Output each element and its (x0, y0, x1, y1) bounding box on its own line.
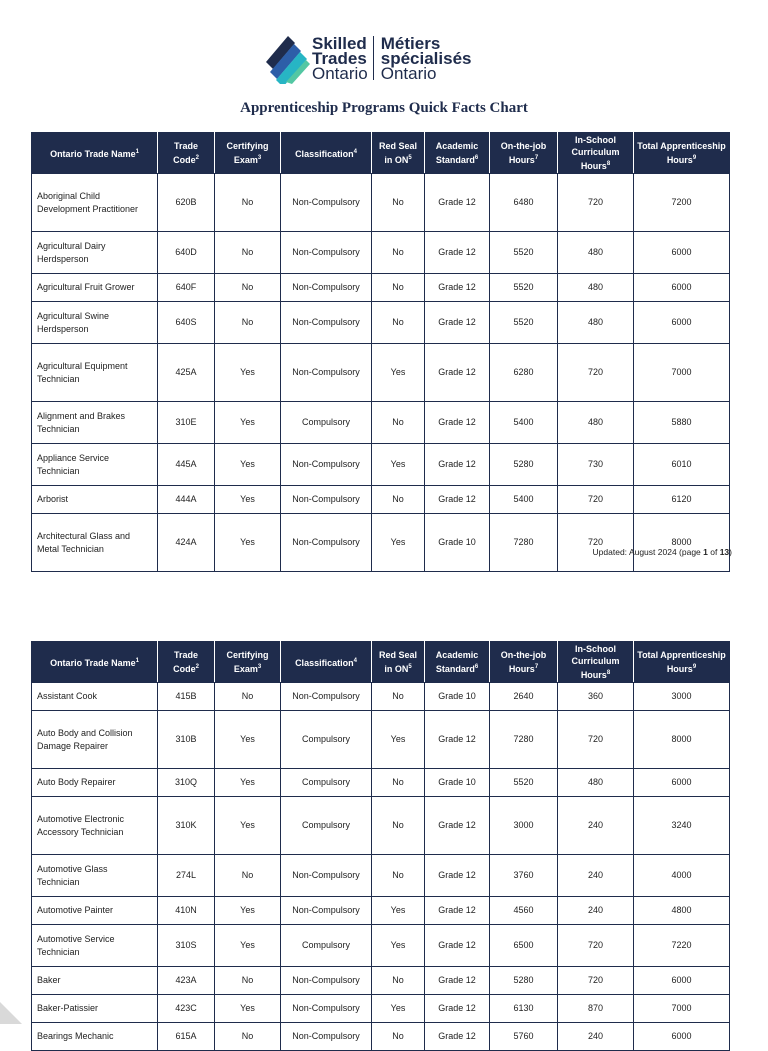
updated-page-number: 1 (703, 547, 708, 557)
on-the-job-hours-cell: 7280 (490, 514, 558, 572)
on-the-job-hours-cell: 5400 (490, 486, 558, 514)
certifying-exam-cell: Yes (215, 444, 281, 486)
updated-page-total: 13 (719, 547, 730, 557)
logo-en-line3: Ontario (312, 63, 368, 83)
on-the-job-hours-cell: 5520 (490, 769, 558, 797)
on-the-job-hours-cell: 4560 (490, 897, 558, 925)
total-hours-cell: 6000 (634, 302, 730, 344)
certifying-exam-cell: Yes (215, 711, 281, 769)
column-header-text: Trade Code (173, 141, 198, 165)
trade-code-cell: 640S (158, 302, 215, 344)
classification-cell: Non-Compulsory (281, 302, 372, 344)
column-header-text: Certifying Exam (226, 650, 269, 674)
trade-name-cell: Appliance Service Technician (32, 444, 158, 486)
red-seal-cell: No (372, 683, 425, 711)
academic-standard-cell: Grade 12 (425, 967, 490, 995)
trade-name-cell: Alignment and Brakes Technician (32, 402, 158, 444)
skilled-trades-logo-icon (264, 32, 310, 84)
footnote-marker: 8 (606, 161, 611, 167)
certifying-exam-cell: Yes (215, 925, 281, 967)
logo-text-english (312, 33, 368, 83)
footnote-marker: 3 (257, 155, 262, 161)
footnote-marker: 1 (135, 658, 139, 664)
total-hours-cell: 7220 (634, 925, 730, 967)
certifying-exam-cell: Yes (215, 995, 281, 1023)
academic-standard-cell: Grade 12 (425, 232, 490, 274)
footnote-marker: 6 (474, 155, 479, 161)
updated-suffix: ) (729, 547, 732, 557)
column-header (490, 133, 558, 174)
in-school-hours-cell: 480 (558, 274, 634, 302)
trade-name-cell: Baker (32, 967, 158, 995)
academic-standard-cell: Grade 12 (425, 486, 490, 514)
total-hours-cell: 7000 (634, 995, 730, 1023)
table-row (32, 995, 730, 1023)
updated-prefix: Updated: August 2024 (page (592, 547, 704, 557)
footnote-marker: 9 (692, 155, 697, 161)
total-hours-cell: 6000 (634, 1023, 730, 1051)
table-row (32, 1023, 730, 1051)
certifying-exam-cell: Yes (215, 897, 281, 925)
trade-name-cell: Agricultural Dairy Herdsperson (32, 232, 158, 274)
red-seal-cell: Yes (372, 897, 425, 925)
column-header-text: Academic Standard (435, 141, 479, 165)
red-seal-cell: No (372, 1023, 425, 1051)
classification-cell: Non-Compulsory (281, 1023, 372, 1051)
logo-fr-line1: Métiers (380, 33, 441, 53)
red-seal-cell: Yes (372, 925, 425, 967)
in-school-hours-cell: 240 (558, 1023, 634, 1051)
on-the-job-hours-cell: 6500 (490, 925, 558, 967)
column-header (490, 642, 558, 683)
trade-name-cell: Baker-Patissier (32, 995, 158, 1023)
in-school-hours-cell: 870 (558, 995, 634, 1023)
red-seal-cell: Yes (372, 514, 425, 572)
academic-standard-cell: Grade 12 (425, 302, 490, 344)
total-hours-cell: 3240 (634, 797, 730, 855)
total-hours-cell: 8000 (634, 514, 730, 572)
in-school-hours-cell: 240 (558, 897, 634, 925)
classification-cell: Non-Compulsory (281, 855, 372, 897)
on-the-job-hours-cell: 2640 (490, 683, 558, 711)
column-header-text: Academic Standard (435, 650, 479, 674)
trade-code-cell: 310B (158, 711, 215, 769)
total-hours-cell: 6000 (634, 769, 730, 797)
in-school-hours-cell: 480 (558, 232, 634, 274)
in-school-hours-cell: 480 (558, 769, 634, 797)
red-seal-cell: No (372, 769, 425, 797)
red-seal-cell: Yes (372, 344, 425, 402)
column-header (158, 642, 215, 683)
certifying-exam-cell: Yes (215, 514, 281, 572)
trade-code-cell: 423A (158, 967, 215, 995)
classification-cell: Compulsory (281, 925, 372, 967)
total-hours-cell: 7200 (634, 174, 730, 232)
table-row (32, 797, 730, 855)
on-the-job-hours-cell: 5280 (490, 967, 558, 995)
classification-cell: Non-Compulsory (281, 995, 372, 1023)
academic-standard-cell: Grade 12 (425, 1023, 490, 1051)
total-hours-cell: 4800 (634, 897, 730, 925)
academic-standard-cell: Grade 12 (425, 444, 490, 486)
table-row (32, 925, 730, 967)
table-header (32, 642, 730, 683)
logo-text-french (380, 33, 472, 83)
column-header-text: On-the-job Hours (500, 141, 547, 165)
certifying-exam-cell: No (215, 1023, 281, 1051)
logo-fr-line2: spécialisés (380, 48, 472, 68)
trade-code-cell: 310Q (158, 769, 215, 797)
in-school-hours-cell: 720 (558, 174, 634, 232)
classification-cell: Non-Compulsory (281, 897, 372, 925)
column-header (281, 133, 372, 174)
column-header (634, 133, 730, 174)
on-the-job-hours-cell: 5520 (490, 232, 558, 274)
total-hours-cell: 5880 (634, 402, 730, 444)
logo-divider (373, 36, 374, 80)
column-header-text: Certifying Exam (226, 141, 269, 165)
on-the-job-hours-cell: 5280 (490, 444, 558, 486)
in-school-hours-cell: 730 (558, 444, 634, 486)
classification-cell: Non-Compulsory (281, 274, 372, 302)
academic-standard-cell: Grade 10 (425, 514, 490, 572)
academic-standard-cell: Grade 12 (425, 711, 490, 769)
certifying-exam-cell: No (215, 174, 281, 232)
column-header (558, 642, 634, 683)
footnote-marker: 3 (257, 664, 262, 670)
academic-standard-cell: Grade 10 (425, 769, 490, 797)
footnote-marker: 7 (534, 664, 539, 670)
classification-cell: Non-Compulsory (281, 486, 372, 514)
trade-name-cell: Bearings Mechanic (32, 1023, 158, 1051)
classification-cell: Non-Compulsory (281, 344, 372, 402)
trade-code-cell: 424A (158, 514, 215, 572)
trade-code-cell: 640F (158, 274, 215, 302)
trade-code-cell: 615A (158, 1023, 215, 1051)
page-curl (0, 1002, 22, 1024)
trade-name-cell: Agricultural Equipment Technician (32, 344, 158, 402)
quick-facts-table-1 (31, 132, 730, 572)
total-hours-cell: 6000 (634, 232, 730, 274)
table-row (32, 232, 730, 274)
on-the-job-hours-cell: 6280 (490, 344, 558, 402)
column-header (215, 133, 281, 174)
certifying-exam-cell: No (215, 274, 281, 302)
logo-fr-line3: Ontario (380, 63, 437, 83)
table-row (32, 344, 730, 402)
footnote-marker: 2 (195, 155, 199, 161)
trade-code-cell: 415B (158, 683, 215, 711)
trade-name-cell: Architectural Glass and Metal Technician (32, 514, 158, 572)
academic-standard-cell: Grade 10 (425, 683, 490, 711)
certifying-exam-cell: No (215, 855, 281, 897)
in-school-hours-cell: 480 (558, 302, 634, 344)
academic-standard-cell: Grade 12 (425, 274, 490, 302)
red-seal-cell: No (372, 855, 425, 897)
on-the-job-hours-cell: 5520 (490, 274, 558, 302)
table-row (32, 514, 730, 572)
trade-name-cell: Assistant Cook (32, 683, 158, 711)
trade-code-cell: 274L (158, 855, 215, 897)
in-school-hours-cell: 240 (558, 855, 634, 897)
trade-code-cell: 620B (158, 174, 215, 232)
trade-code-cell: 425A (158, 344, 215, 402)
certifying-exam-cell: Yes (215, 486, 281, 514)
in-school-hours-cell: 720 (558, 967, 634, 995)
trade-name-cell: Aboriginal Child Development Practitioner (32, 174, 158, 232)
total-hours-cell: 4000 (634, 855, 730, 897)
total-hours-cell: 3000 (634, 683, 730, 711)
trade-name-cell: Automotive Service Technician (32, 925, 158, 967)
classification-cell: Non-Compulsory (281, 683, 372, 711)
column-header (32, 133, 158, 174)
red-seal-cell: No (372, 174, 425, 232)
trade-code-cell: 410N (158, 897, 215, 925)
footnote-marker: 6 (474, 664, 479, 670)
trade-name-cell: Arborist (32, 486, 158, 514)
on-the-job-hours-cell: 5400 (490, 402, 558, 444)
certifying-exam-cell: Yes (215, 344, 281, 402)
column-header (372, 642, 425, 683)
trade-name-cell: Auto Body Repairer (32, 769, 158, 797)
total-hours-cell: 6010 (634, 444, 730, 486)
table-row (32, 174, 730, 232)
column-header-text: Trade Code (173, 650, 198, 674)
classification-cell: Non-Compulsory (281, 967, 372, 995)
trade-name-cell: Auto Body and Collision Damage Repairer (32, 711, 158, 769)
academic-standard-cell: Grade 12 (425, 797, 490, 855)
certifying-exam-cell: Yes (215, 402, 281, 444)
total-hours-cell: 8000 (634, 711, 730, 769)
on-the-job-hours-cell: 3000 (490, 797, 558, 855)
column-header-text: Ontario Trade Name (50, 658, 136, 668)
classification-cell: Compulsory (281, 711, 372, 769)
classification-cell: Non-Compulsory (281, 232, 372, 274)
red-seal-cell: No (372, 302, 425, 344)
red-seal-cell: No (372, 967, 425, 995)
column-header-text: Total Apprenticeship Hours (637, 650, 726, 674)
trade-code-cell: 423C (158, 995, 215, 1023)
column-header (281, 642, 372, 683)
footnote-marker: 5 (408, 664, 412, 670)
on-the-job-hours-cell: 7280 (490, 711, 558, 769)
classification-cell: Non-Compulsory (281, 174, 372, 232)
certifying-exam-cell: Yes (215, 769, 281, 797)
column-header (32, 642, 158, 683)
academic-standard-cell: Grade 12 (425, 995, 490, 1023)
column-header (372, 133, 425, 174)
in-school-hours-cell: 720 (558, 711, 634, 769)
footnote-marker: 8 (606, 670, 611, 676)
in-school-hours-cell: 720 (558, 344, 634, 402)
quick-facts-table-2 (31, 641, 730, 1051)
logo-en-line2: Trades (312, 48, 367, 68)
classification-cell: Compulsory (281, 769, 372, 797)
table-row (32, 444, 730, 486)
classification-cell: Non-Compulsory (281, 444, 372, 486)
trade-code-cell: 310E (158, 402, 215, 444)
certifying-exam-cell: No (215, 302, 281, 344)
on-the-job-hours-cell: 6480 (490, 174, 558, 232)
trade-code-cell: 310S (158, 925, 215, 967)
red-seal-cell: No (372, 232, 425, 274)
column-header-text: Classification (295, 658, 354, 668)
red-seal-cell: Yes (372, 995, 425, 1023)
column-header (634, 642, 730, 683)
in-school-hours-cell: 480 (558, 402, 634, 444)
academic-standard-cell: Grade 12 (425, 925, 490, 967)
trade-code-cell: 640D (158, 232, 215, 274)
table-row (32, 683, 730, 711)
total-hours-cell: 6000 (634, 274, 730, 302)
on-the-job-hours-cell: 5760 (490, 1023, 558, 1051)
column-header-text: In-School Curriculum Hours (571, 644, 620, 680)
table-row (32, 402, 730, 444)
total-hours-cell: 6000 (634, 967, 730, 995)
trade-name-cell: Agricultural Fruit Grower (32, 274, 158, 302)
page-title: Apprenticeship Programs Quick Facts Chart (240, 100, 528, 116)
red-seal-cell: Yes (372, 444, 425, 486)
certifying-exam-cell: Yes (215, 797, 281, 855)
footnote-marker: 2 (195, 664, 199, 670)
table-row (32, 274, 730, 302)
trade-code-cell: 445A (158, 444, 215, 486)
footnote-marker: 9 (692, 664, 697, 670)
classification-cell: Compulsory (281, 402, 372, 444)
academic-standard-cell: Grade 12 (425, 897, 490, 925)
red-seal-cell: Yes (372, 711, 425, 769)
trade-code-cell: 310K (158, 797, 215, 855)
on-the-job-hours-cell: 3760 (490, 855, 558, 897)
column-header-text: Red Seal in ON (378, 650, 418, 674)
total-hours-cell: 6120 (634, 486, 730, 514)
table-row (32, 486, 730, 514)
column-header-text: On-the-job Hours (500, 650, 547, 674)
on-the-job-hours-cell: 5520 (490, 302, 558, 344)
in-school-hours-cell: 240 (558, 797, 634, 855)
table-row (32, 855, 730, 897)
logo-en-line1: Skilled (312, 33, 367, 53)
certifying-exam-cell: No (215, 232, 281, 274)
column-header (158, 133, 215, 174)
column-header-text: Red Seal in ON (378, 141, 418, 165)
footnote-marker: 4 (353, 658, 357, 664)
in-school-hours-cell: 720 (558, 514, 634, 572)
in-school-hours-cell: 720 (558, 925, 634, 967)
footnote-marker: 7 (534, 155, 539, 161)
column-header (425, 642, 490, 683)
column-header-text: Total Apprenticeship Hours (637, 141, 726, 165)
updated-note (593, 547, 732, 557)
classification-cell: Non-Compulsory (281, 514, 372, 572)
column-header (215, 642, 281, 683)
trade-name-cell: Automotive Glass Technician (32, 855, 158, 897)
column-header (425, 133, 490, 174)
red-seal-cell: No (372, 486, 425, 514)
total-hours-cell: 7000 (634, 344, 730, 402)
certifying-exam-cell: No (215, 967, 281, 995)
certifying-exam-cell: No (215, 683, 281, 711)
column-header-text: In-School Curriculum Hours (571, 135, 620, 171)
trade-code-cell: 444A (158, 486, 215, 514)
table-row (32, 711, 730, 769)
column-header (558, 133, 634, 174)
footnote-marker: 4 (353, 149, 357, 155)
in-school-hours-cell: 720 (558, 486, 634, 514)
logo (264, 32, 472, 84)
academic-standard-cell: Grade 12 (425, 344, 490, 402)
footnote-marker: 1 (135, 149, 139, 155)
table-row (32, 897, 730, 925)
footnote-marker: 5 (408, 155, 412, 161)
red-seal-cell: No (372, 274, 425, 302)
classification-cell: Compulsory (281, 797, 372, 855)
table-row (32, 302, 730, 344)
table-header (32, 133, 730, 174)
in-school-hours-cell: 360 (558, 683, 634, 711)
academic-standard-cell: Grade 12 (425, 855, 490, 897)
column-header-text: Ontario Trade Name (50, 149, 136, 159)
on-the-job-hours-cell: 6130 (490, 995, 558, 1023)
updated-of: of (707, 547, 720, 557)
red-seal-cell: No (372, 797, 425, 855)
table-row (32, 769, 730, 797)
trade-name-cell: Automotive Painter (32, 897, 158, 925)
table-row (32, 967, 730, 995)
trade-name-cell: Automotive Electronic Accessory Technician (32, 797, 158, 855)
column-header-text: Classification (295, 149, 354, 159)
academic-standard-cell: Grade 12 (425, 174, 490, 232)
academic-standard-cell: Grade 12 (425, 402, 490, 444)
trade-name-cell: Agricultural Swine Herdsperson (32, 302, 158, 344)
red-seal-cell: No (372, 402, 425, 444)
